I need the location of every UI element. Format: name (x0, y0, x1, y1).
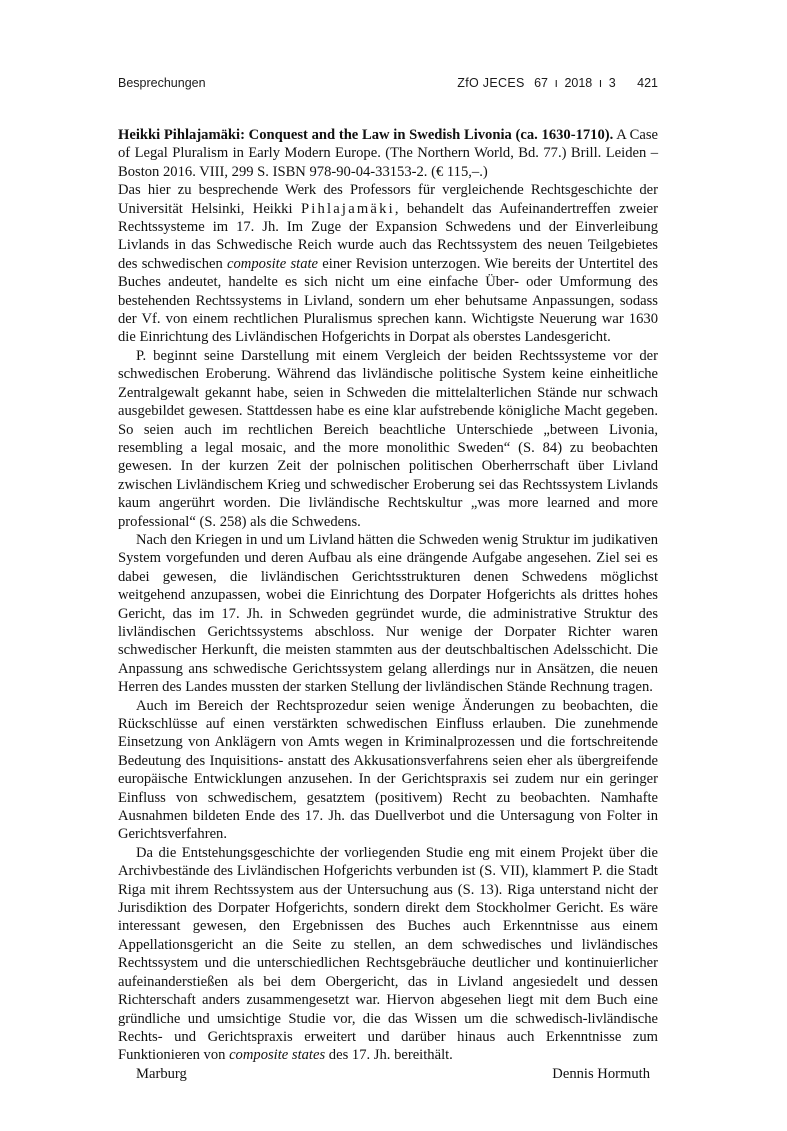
paragraph-5 (118, 844, 658, 1065)
italic-term: composite state (227, 255, 319, 272)
signature-line (118, 1065, 658, 1085)
paragraph-text: einer Revision unterzogen. Wie bereits der Untertitel des Buches andeutet, handelte es sich nicht um eine einfache Über- oder Umformung des bestehenden Rechtssystems in Livland, sondern um eher behutsame Anpassungen, sodass der Vf. von einem rechtlichen Pluralismus sprechen kann. Wichtigste Neuerung war 1630 die Einrichtung des Livländischen Hofgerichts in Dorpat als oberstes Landesgericht. (118, 255, 658, 346)
section-label: Besprechungen (118, 76, 206, 90)
review-citation (118, 126, 658, 181)
paragraph-2: P. beginnt seine Darstellung mit einem Vergleich der beiden Rechtssysteme vor der schwedischen Eroberung. Während das livländische politische System keine einheitliche Zentralgewalt gekannt habe, seien in Schweden die mittelalterlichen Stände nur schwach ausgebildet gewesen. Stattdessen habe es eine klar aufstrebende königliche Macht gegeben. So seien auch im rechtlichen Bereich beachtliche Unterschiede „between Livonia, resembling a legal mosaic, and the more monolithic Sweden“ (S. 84) zu beobachten gewesen. In der kurzen Zeit der polnischen politischen Oberherrschaft über Livland zwischen Livländischem Krieg und schwedischer Eroberung sei das Rechtssystem Livlands kaum angerührt worden. Die livländische Rechtskultur „was more learned and more professional“ (S. 258) als die Schwedens. (118, 347, 658, 530)
issue-number: 3 (608, 76, 616, 90)
volume-number: 67 (534, 76, 548, 90)
review-body (118, 126, 658, 1085)
paragraph-text: Das hier zu besprechende Werk des Professors für vergleichende Rechtsgeschichte der Universität Helsinki, Heikki (118, 182, 658, 217)
journal-info (457, 76, 658, 90)
running-header (118, 76, 658, 94)
citation-details: A Case of Legal Pluralism in Early Modern Europe. (The Northern World, Bd. 77.) Brill. Leiden – Boston 2016. VIII, 299 S. ISBN 978-90-04-33153-2. (€ 115,–.) (118, 127, 659, 180)
reviewer-place: Marburg (136, 1065, 187, 1082)
paragraph-4: Auch im Bereich der Rechtsprozedur seien wenige Änderungen zu beobachten, die Rückschlüsse auf einen verstärkten schwedischen Einfluss erlauben. Die zunehmende Einsetzung von Anklägern von Amts wegen in Kriminalprozessen und die fortschreitende Bedeutung des Inquisitions- anstatt des Akkusationsverfahrens seien eher als übergreifende europäische Entwicklungen anzusehen. In der Gerichtspraxis sei zudem nur ein geringer Einfluss von schwedischem, gesatztem (positivem) Recht zu beobachten. Namhafte Ausnahmen bildeten Ende des 17. Jh. das Duellverbot und die Untersagung von Folter in Gerichtsverfahren. (118, 697, 658, 843)
review-title: Heikki Pihlajamäki: Conquest and the Law in Swedish Livonia (ca. 1630-1710). (118, 127, 614, 143)
paragraph-text: des 17. Jh. bereithält. (325, 1047, 453, 1064)
page-number: 421 (637, 76, 658, 90)
journal-name: ZfO JECES (457, 76, 525, 90)
italic-term: composite states (229, 1047, 326, 1064)
paragraph-1 (118, 181, 658, 347)
paragraph-3: Nach den Kriegen in und um Livland hätten die Schweden wenig Struktur im judikativen System vorgefunden und deren Aufbau als eine drängende Aufgabe angesehen. Ziel sei es dabei gewesen, die livländischen Gerichtsstrukturen denen Schwedens möglichst weitgehend anzupassen, wobei die Einrichtung des Dorpater Hofgerichts als drittes hohes Gericht, das im 17. Jh. in Schweden gegründet wurde, die administrative Struktur des livländischen Gerichtssystems abschloss. Nur wenige der Dorpater Richter waren schwedischer Herkunft, die meisten stammten aus der deutschbaltischen Adelsschicht. Die Anpassung ans schwedische Gerichtssystem gelang allerdings nur in Ansätzen, die neuen Herren des Landes mussten der starken Stellung der livländischen Stände Rechnung tragen. (118, 531, 658, 696)
paragraph-text: Da die Entstehungsgeschichte der vorliegenden Studie eng mit einem Projekt über die Archivbestände des Livländischen Hofgerichts verbunden ist (S. VII), klammert P. die Stadt Riga mit ihrem Rechtssystem aus der Untersuchung aus (S. 13). Riga unterstand nicht der Jurisdiktion des Dorpater Hofgerichts, sondern direkt dem Stockholmer Gericht. Es wäre interessant gewesen, den Ergebnissen des Buches auch Erkenntnisse aus einem Appellationsgericht an die Seite zu stellen, an dem schwedisches und livländisches Rechtssystem und die unterschiedlichen Rechtsgebräuche deutlicher und kontinuierlicher aufeinanderstießen als bei dem Obergericht, das in Livland angesiedelt und dessen Richterschaft anders zusammengesetzt war. Hiervon abgesehen liegt mit dem Buch eine gründliche und umsichtige Studie vor, die das Wissen um die schwedisch-livländische Rechts- und Gerichtspraxis erweitert und darüber hinaus auch Erkenntnisse zum Funktionieren von (118, 844, 658, 1064)
paragraph-text: , behandelt das Aufeinandertreffen zweier Rechtssysteme im 17. Jh. Im Zuge der Expansion Schwedens und der Einverleibung Livlands in das Schwedische Reich wurde auch das Rechtssystem des neuen Teilgebietes des schwedischen (118, 200, 658, 272)
author-name-spaced: Pihlajamäki (300, 200, 395, 217)
year-number: 2018 (564, 76, 593, 90)
reviewer-name: Dennis Hormuth (552, 1065, 650, 1082)
separator-bar: ı (598, 76, 603, 90)
separator-bar: ı (554, 76, 558, 90)
